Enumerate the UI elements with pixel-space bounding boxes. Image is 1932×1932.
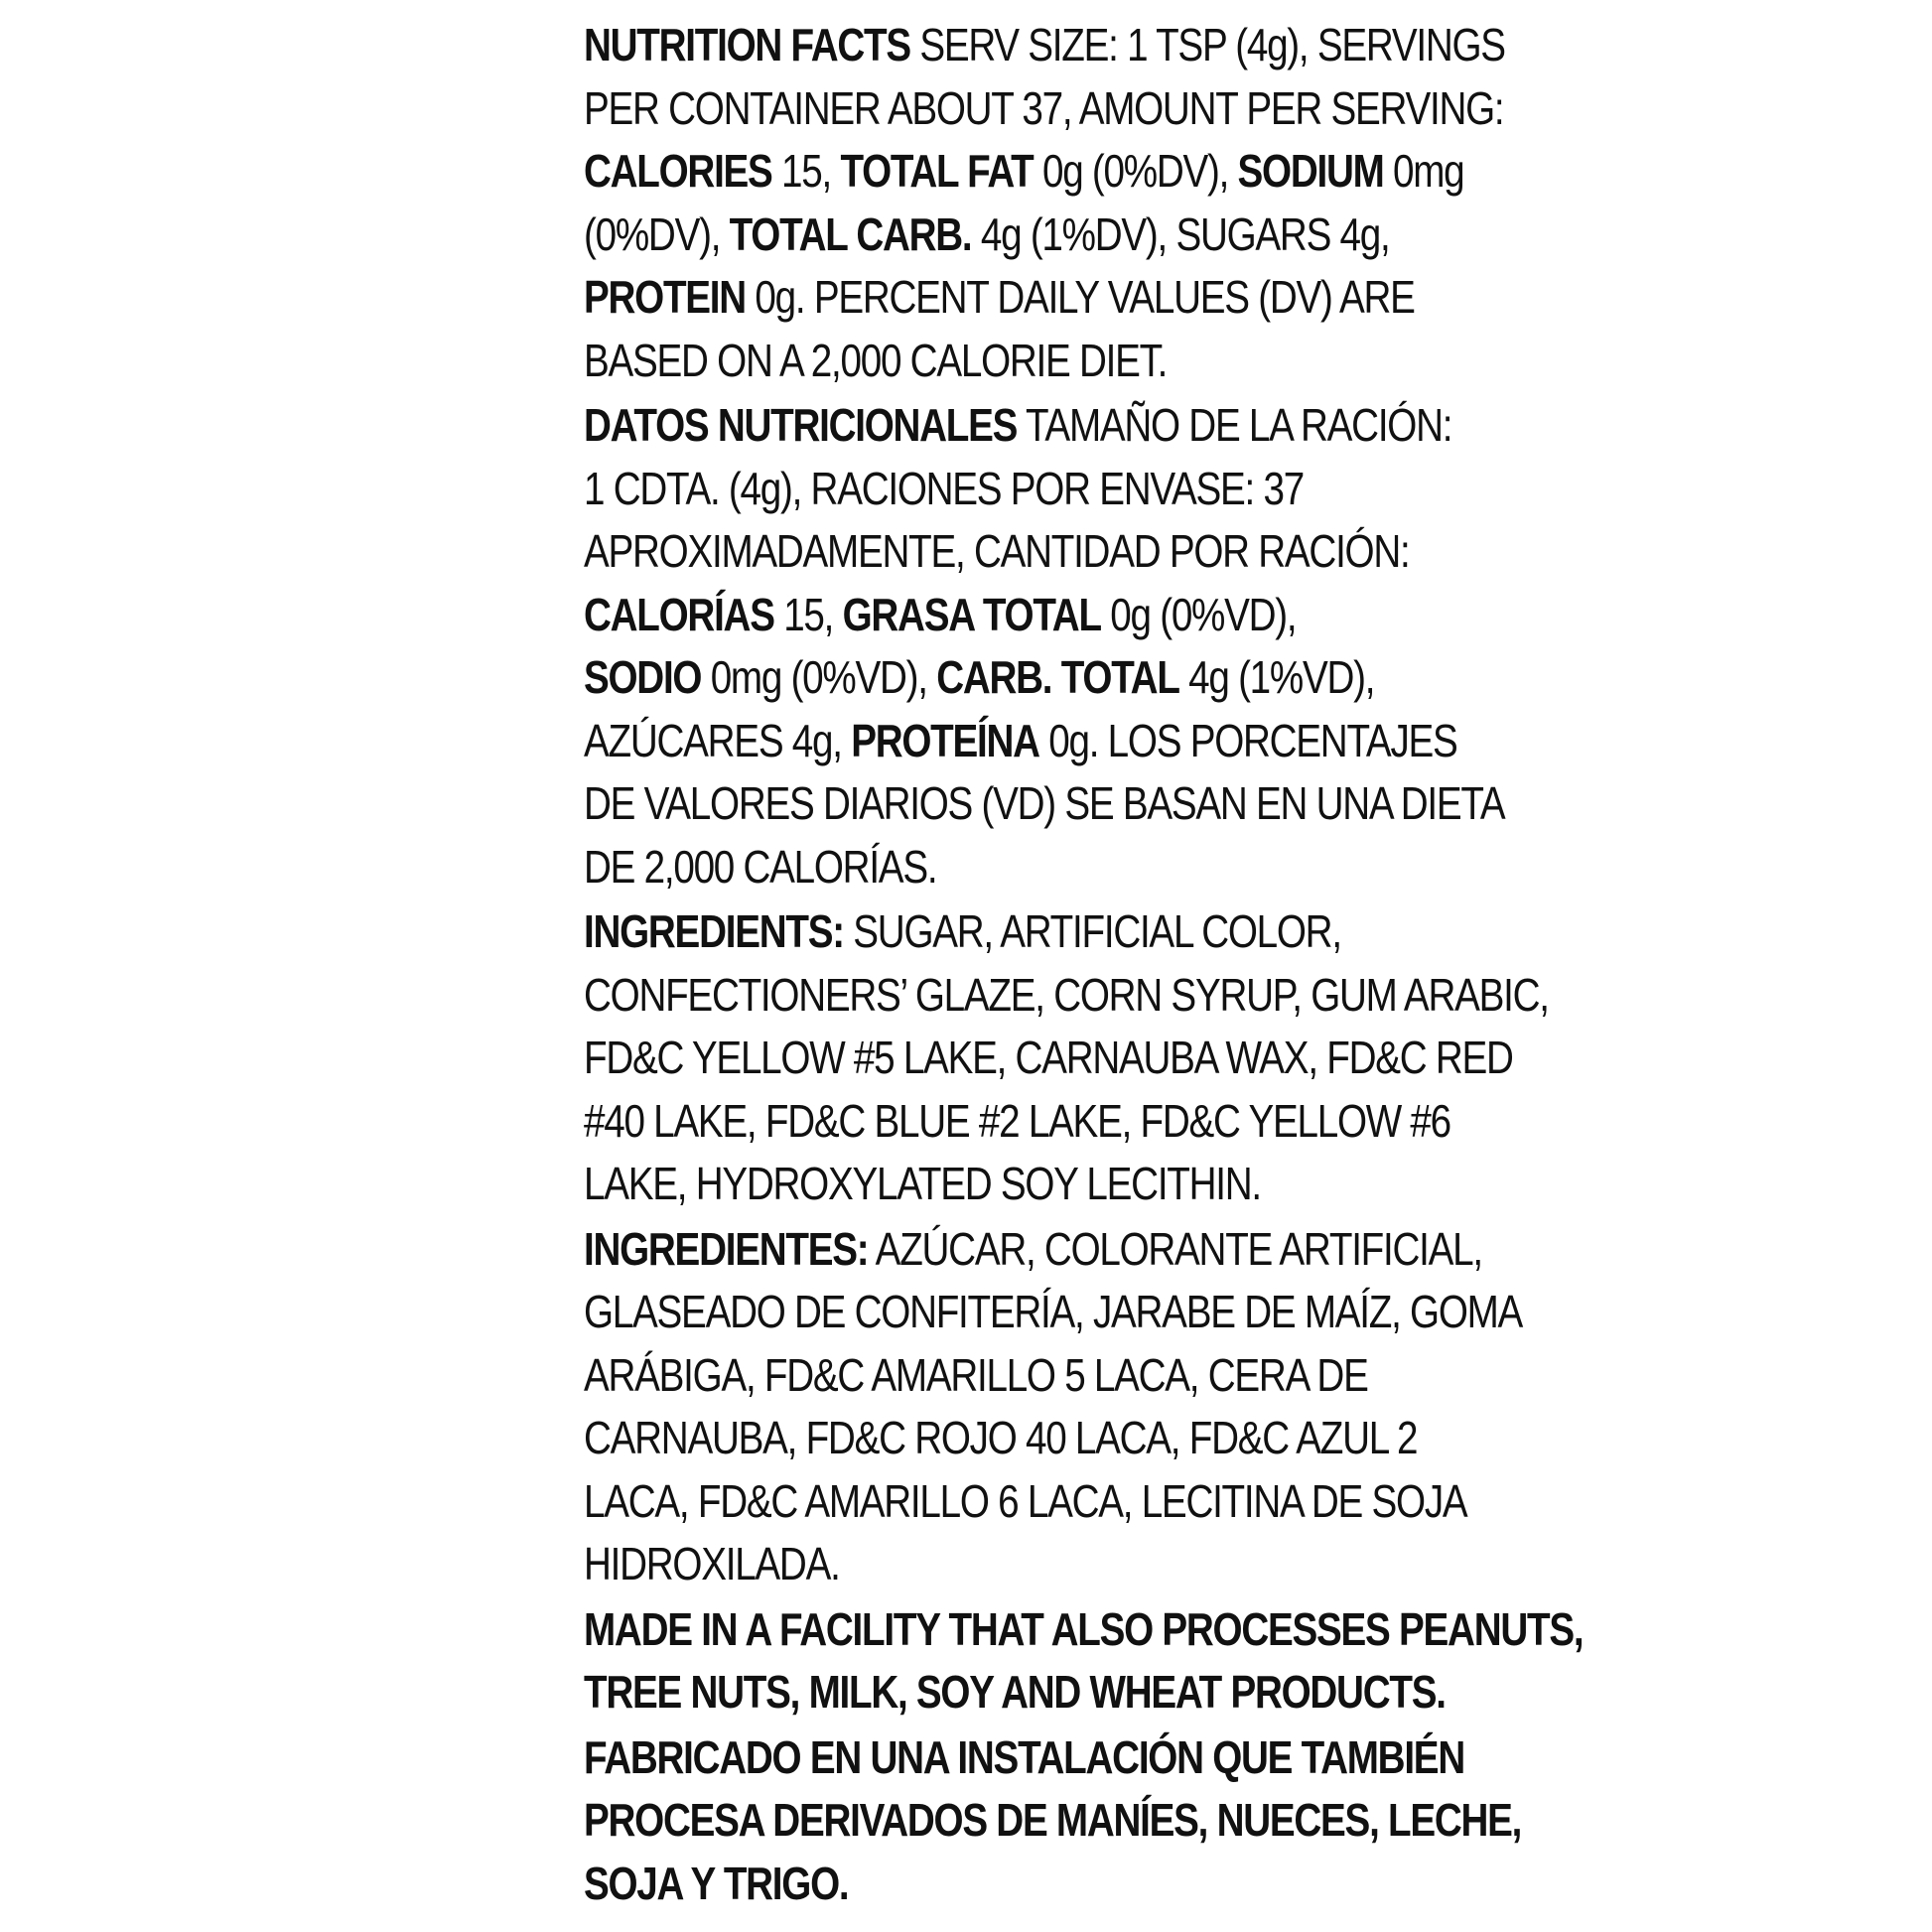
text-run: 15, xyxy=(771,145,841,197)
text-run: GLASEADO DE CONFITERÍA, JARABE DE MAÍZ, GOMA xyxy=(584,1286,1523,1337)
text-run: 0g (0%DV), xyxy=(1033,145,1238,197)
text-line xyxy=(584,1661,1446,1725)
text-run: 0mg xyxy=(1383,145,1464,197)
text-line xyxy=(584,14,1505,77)
text-run: LACA, FD&C AMARILLO 6 LACA, LECITINA DE SOJA xyxy=(584,1474,1467,1527)
text-line xyxy=(584,964,1549,1028)
text-line xyxy=(584,1726,1464,1790)
allergen-statement-spanish xyxy=(584,1726,1522,1916)
text-line xyxy=(584,204,1418,267)
text-run: AZÚCAR, COLORANTE ARTIFICIAL, xyxy=(868,1222,1482,1275)
ingredients-spanish xyxy=(584,1218,1523,1596)
bold-term: CALORIES xyxy=(584,145,772,197)
bold-term: SODIUM xyxy=(1237,145,1384,197)
bold-term: SODIO xyxy=(584,651,702,703)
text-run: 0g. PERCENT DAILY VALUES (DV) ARE xyxy=(745,271,1415,323)
text-run: DE 2,000 CALORÍAS. xyxy=(584,840,937,893)
bold-term: PROCESA DERIVADOS DE MANÍES, NUECES, LECHE, xyxy=(584,1794,1522,1846)
text-run: 0mg (0%VD), xyxy=(701,651,937,703)
bold-term: INGREDIENTES: xyxy=(584,1222,869,1275)
bold-term: PROTEÍNA xyxy=(851,714,1039,766)
text-run: CONFECTIONERS’ GLAZE, CORN SYRUP, GUM ARABIC, xyxy=(584,968,1549,1021)
text-run: CARNAUBA, FD&C ROJO 40 LACA, FD&C AZUL 2 xyxy=(584,1412,1418,1463)
text-run: #40 LAKE, FD&C BLUE #2 LAKE, FD&C YELLOW #6 xyxy=(584,1094,1450,1147)
text-line xyxy=(584,900,1418,964)
bold-term: CARB. TOTAL xyxy=(936,651,1179,703)
text-line xyxy=(584,1470,1467,1534)
text-run: FD&C YELLOW #5 LAKE, CARNAUBA WAX, FD&C RED xyxy=(584,1032,1513,1083)
text-line xyxy=(584,1853,1418,1916)
nutrition-facts-spanish xyxy=(584,394,1505,898)
text-line xyxy=(584,836,1418,899)
text-line xyxy=(584,1598,1584,1662)
bold-term: NUTRITION FACTS xyxy=(584,19,910,70)
bold-term: SOJA Y TRIGO. xyxy=(584,1857,849,1909)
ingredients-english xyxy=(584,900,1549,1216)
text-run: SUGAR, ARTIFICIAL COLOR, xyxy=(843,905,1341,957)
text-line xyxy=(584,266,1418,330)
text-line xyxy=(584,1090,1450,1154)
text-run: HIDROXILADA. xyxy=(584,1538,840,1589)
text-line xyxy=(584,1407,1418,1470)
text-line xyxy=(584,1218,1482,1282)
text-line xyxy=(584,710,1457,773)
text-line xyxy=(584,584,1418,647)
bold-term: PROTEIN xyxy=(584,271,746,323)
text-run: 4g (1%VD), xyxy=(1178,651,1375,703)
text-line xyxy=(584,394,1452,458)
text-line xyxy=(584,1153,1418,1216)
bold-term: CALORÍAS xyxy=(584,588,774,640)
bold-term: DATOS NUTRICIONALES xyxy=(584,399,1018,451)
bold-term: INGREDIENTS: xyxy=(584,905,844,957)
text-run: SERV SIZE: 1 TSP (4g), SERVINGS xyxy=(909,19,1505,70)
text-line xyxy=(584,772,1505,836)
text-line xyxy=(584,1281,1523,1344)
bold-term: TOTAL FAT xyxy=(840,145,1034,197)
text-run: LAKE, HYDROXYLATED SOY LECITHIN. xyxy=(584,1158,1261,1209)
nutrition-facts-english xyxy=(584,14,1505,392)
text-run: 1 CDTA. (4g), RACIONES POR ENVASE: 37 xyxy=(584,462,1304,514)
text-run: DE VALORES DIARIOS (VD) SE BASAN EN UNA DIETA xyxy=(584,777,1505,829)
text-run: APROXIMADAMENTE, CANTIDAD POR RACIÓN: xyxy=(584,525,1410,577)
text-run: TAMAÑO DE LA RACIÓN: xyxy=(1017,399,1452,451)
text-run: PER CONTAINER ABOUT 37, AMOUNT PER SERVING: xyxy=(584,81,1504,134)
text-run: 15, xyxy=(773,588,843,640)
text-line xyxy=(584,140,1464,204)
allergen-statement-english xyxy=(584,1598,1584,1725)
bold-term: TOTAL CARB. xyxy=(729,207,972,260)
text-line xyxy=(584,330,1418,393)
bold-term: MADE IN A FACILITY THAT ALSO PROCESSES PEANUTS, xyxy=(584,1602,1584,1655)
text-run: 0g. LOS PORCENTAJES xyxy=(1038,714,1457,766)
text-run: BASED ON A 2,000 CALORIE DIET. xyxy=(584,334,1168,386)
bold-term: GRASA TOTAL xyxy=(842,588,1101,640)
text-line xyxy=(584,520,1418,584)
text-line xyxy=(584,1027,1513,1090)
text-line xyxy=(584,1789,1522,1853)
text-line xyxy=(584,1344,1418,1408)
text-line xyxy=(584,458,1418,521)
text-line xyxy=(584,77,1504,141)
text-run: ARÁBIGA, FD&C AMARILLO 5 LACA, CERA DE xyxy=(584,1348,1368,1401)
text-run: 0g (0%VD), xyxy=(1100,588,1297,640)
text-line xyxy=(584,646,1418,710)
nutrition-label-panel xyxy=(584,14,1584,1917)
text-run: (0%DV), xyxy=(584,207,730,260)
text-run: AZÚCARES 4g, xyxy=(584,714,852,766)
text-line xyxy=(584,1533,1418,1596)
bold-term: TREE NUTS, MILK, SOY AND WHEAT PRODUCTS. xyxy=(584,1666,1446,1718)
bold-term: FABRICADO EN UNA INSTALACIÓN QUE TAMBIÉN xyxy=(584,1730,1464,1783)
text-run: 4g (1%DV), SUGARS 4g, xyxy=(971,207,1390,260)
